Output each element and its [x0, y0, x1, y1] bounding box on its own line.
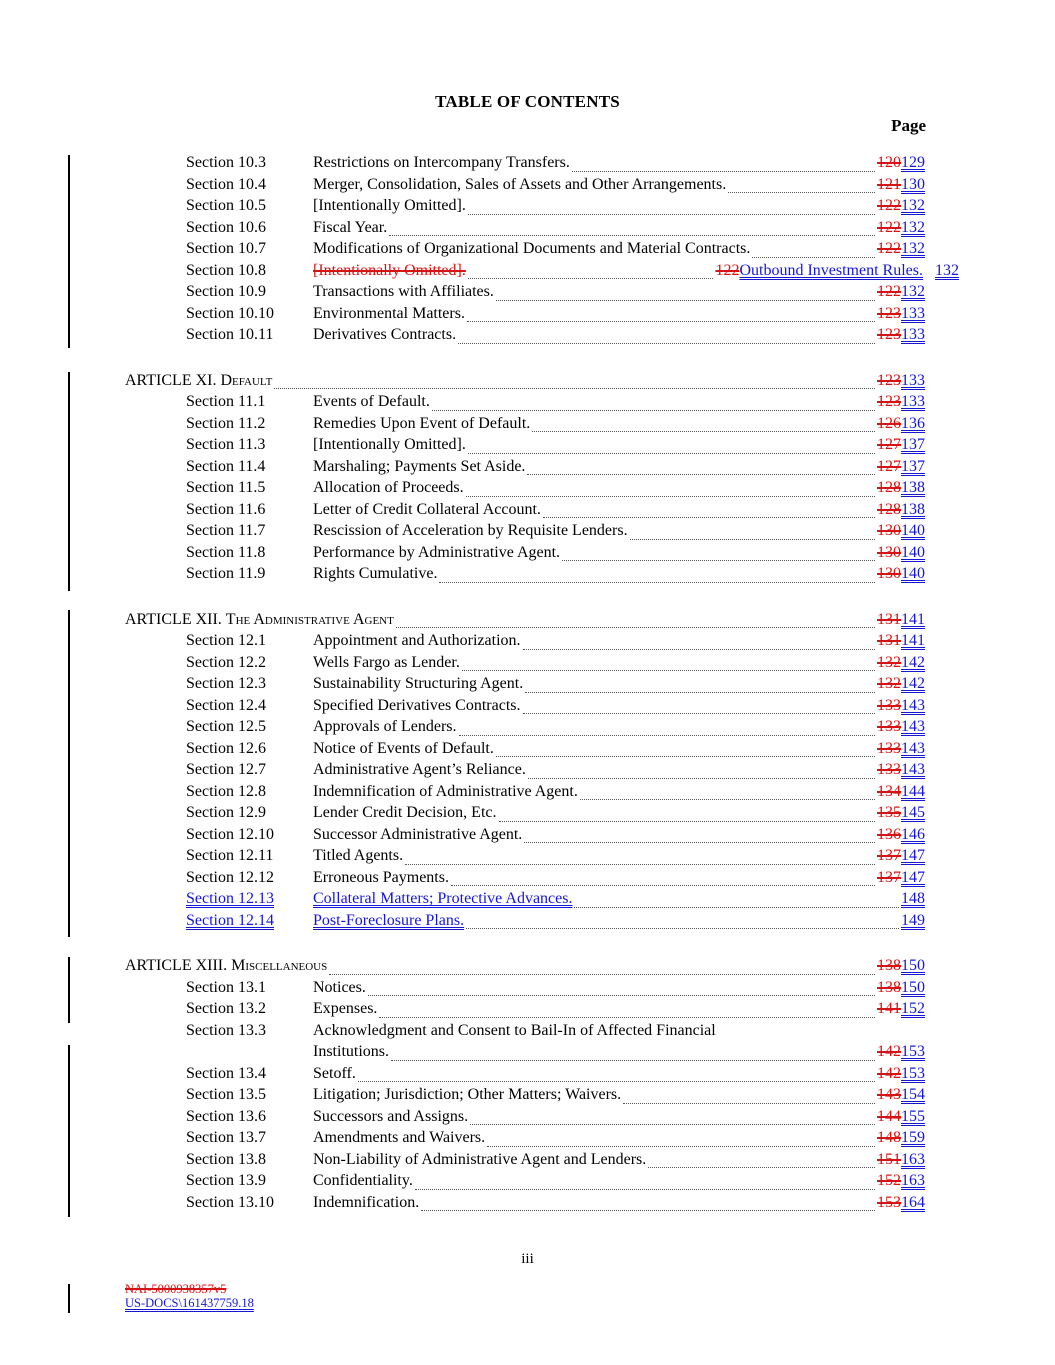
toc-entry	[125, 1151, 925, 1173]
section-label: Section 13.1	[186, 978, 266, 996]
old-page-number: 132	[877, 675, 901, 692]
new-page-number: 137	[901, 436, 925, 453]
dot-leader	[396, 627, 875, 628]
new-page-number: 132	[901, 197, 925, 214]
dot-leader	[468, 453, 875, 454]
old-page-number: 138	[877, 978, 901, 996]
entry-title: [Intentionally Omitted].	[313, 197, 466, 214]
toc-entry	[125, 697, 925, 719]
toc-entry	[125, 154, 925, 176]
section-label: Section 11.9	[186, 565, 266, 582]
section-label: Section 13.3	[186, 1021, 266, 1039]
entry-title: Fiscal Year.	[313, 218, 388, 236]
toc-entry	[125, 1108, 925, 1130]
article-heading-row	[125, 611, 925, 633]
entry-title: Administrative Agent’s Reliance.	[313, 761, 526, 778]
old-page-number: 128	[877, 479, 901, 496]
new-page-number: 136	[901, 414, 925, 432]
section-label: Section 13.5	[186, 1086, 266, 1103]
toc-entry	[125, 544, 925, 566]
new-page-number: 145	[901, 804, 925, 821]
entry-title: Confidentiality.	[313, 1172, 413, 1189]
old-page-number: 122	[877, 218, 901, 236]
old-page-number: 130	[877, 543, 901, 561]
dot-leader	[432, 410, 875, 411]
dot-leader	[405, 864, 875, 865]
section-label: Section 10.8	[186, 261, 266, 279]
entry-title: Expenses.	[313, 1000, 378, 1017]
dot-leader	[462, 670, 875, 671]
toc-entry	[125, 522, 925, 544]
entry-title: Rights Cumulative.	[313, 565, 438, 582]
article-heading-row	[125, 372, 925, 394]
section-label: Section 10.4	[186, 175, 266, 193]
new-page-number: 143	[901, 696, 925, 714]
article-heading	[125, 957, 327, 975]
old-page-number: 152	[877, 1172, 901, 1189]
toc-entry	[125, 761, 925, 783]
old-page-number: 134	[877, 782, 901, 800]
toc-entry	[125, 415, 925, 437]
entry-title: Amendments and Waivers.	[313, 1129, 486, 1146]
dot-leader	[368, 995, 875, 996]
deleted-doc-id: NAI-5000938357v5	[125, 1282, 227, 1296]
dot-leader	[523, 713, 876, 714]
old-page-number: 122	[877, 283, 901, 300]
toc-entry	[125, 783, 925, 805]
new-page-number: 142	[901, 675, 925, 692]
old-page-number: 120	[877, 154, 901, 171]
new-page-number: 142	[901, 653, 925, 671]
entry-title: Remedies Upon Event of Default.	[313, 414, 531, 432]
dot-leader	[728, 192, 875, 193]
dot-leader	[527, 474, 875, 475]
toc-entry	[125, 1065, 925, 1087]
dot-leader	[466, 496, 875, 497]
section-label: Section 12.4	[186, 696, 266, 714]
entry-title: Lender Credit Decision, Etc.	[313, 804, 497, 821]
dot-leader	[580, 799, 875, 800]
dot-leader	[439, 582, 875, 583]
new-page-number: 132	[901, 218, 925, 236]
dot-leader	[528, 778, 875, 779]
dot-leader	[470, 1124, 875, 1125]
section-label: Section 11.7	[186, 522, 266, 539]
new-page-number: 140	[901, 522, 925, 539]
section-label: Section 10.6	[186, 218, 266, 236]
new-page-number: 154	[901, 1086, 925, 1103]
entry-title: Indemnification.	[313, 1193, 420, 1211]
old-page-number: 136	[877, 825, 901, 843]
section-label: Section 12.7	[186, 761, 266, 778]
change-bar	[68, 957, 70, 1023]
inserted-doc-id: US-DOCS\161437759.18	[125, 1295, 254, 1310]
section-label: Section 11.1	[186, 393, 266, 410]
old-page-number: 133	[877, 761, 901, 778]
entry-title: [Intentionally Omitted].	[313, 436, 466, 453]
section-label: Section 12.5	[186, 718, 266, 735]
old-page-number: 132	[877, 653, 901, 671]
new-page-number: 132	[901, 240, 925, 257]
dot-leader	[391, 1060, 875, 1061]
toc-entry	[125, 262, 959, 284]
entry-title: Rescission of Acceleration by Requisite Lenders.	[313, 522, 628, 539]
dot-leader	[648, 1167, 875, 1168]
section-label: Section 10.5	[186, 197, 266, 214]
section-label: Section 12.10	[186, 825, 274, 843]
article-number: ARTICLE XII.	[125, 610, 226, 628]
old-page-number: 133	[877, 739, 901, 757]
new-page-number: 148	[901, 890, 925, 907]
new-page-number: 147	[901, 847, 925, 864]
dot-leader	[487, 1146, 875, 1147]
toc-entry	[125, 283, 925, 305]
change-bar	[68, 610, 70, 937]
entry-title: Modifications of Organizational Documents and Material Contracts.	[313, 240, 751, 257]
entry-title: Approvals of Lenders.	[313, 718, 457, 735]
entry-title: Transactions with Affiliates.	[313, 283, 494, 300]
dot-leader	[466, 928, 899, 929]
toc-entry	[125, 632, 925, 654]
entry-title: Merger, Consolidation, Sales of Assets and Other Arrangements.	[313, 175, 727, 193]
new-page-number: 153	[901, 1064, 925, 1082]
entry-title: Non-Liability of Administrative Agent and Lenders.	[313, 1150, 647, 1168]
toc-entry	[125, 458, 925, 480]
change-bar	[68, 1045, 70, 1217]
toc-entry	[125, 1022, 925, 1044]
new-page-number: 144	[901, 782, 925, 800]
entry-title: Setoff.	[313, 1064, 356, 1082]
dot-leader	[274, 388, 875, 389]
toc-entry	[125, 912, 925, 934]
toc-entry	[125, 718, 925, 740]
toc-entry	[125, 479, 925, 501]
new-page-number: 132	[935, 261, 959, 279]
article-name: The Administrative Agent	[225, 610, 394, 628]
old-page-number: 142	[877, 1043, 901, 1060]
old-page-number: 142	[877, 1064, 901, 1082]
toc-entry	[125, 869, 925, 891]
new-page-number: 137	[901, 457, 925, 475]
change-bar	[68, 155, 70, 348]
entry-title: Litigation; Jurisdiction; Other Matters; Waivers.	[313, 1086, 622, 1103]
old-page-number: 123	[877, 371, 901, 389]
dot-leader	[532, 431, 875, 432]
old-page-number: 144	[877, 1107, 901, 1125]
toc-entry	[125, 804, 925, 826]
toc-entries	[125, 154, 959, 1215]
new-page-number: 159	[901, 1129, 925, 1146]
toc-entry	[125, 219, 925, 241]
section-label: Section 13.6	[186, 1107, 266, 1125]
entry-title: Notice of Events of Default.	[313, 739, 494, 757]
page-column-header: Page	[891, 116, 926, 135]
entry-title: Marshaling; Payments Set Aside.	[313, 457, 526, 475]
toc-entry	[125, 1086, 925, 1108]
new-page-number: 140	[901, 565, 925, 582]
dot-leader	[543, 517, 875, 518]
new-page-number: 143	[901, 761, 925, 778]
dot-leader	[421, 1210, 875, 1211]
new-page-number: 141	[901, 610, 925, 628]
old-page-number: 137	[877, 847, 901, 864]
section-label: Section 10.3	[186, 154, 266, 171]
new-page-number: 143	[901, 718, 925, 735]
entry-title: Performance by Administrative Agent.	[313, 543, 561, 561]
new-page-number: 138	[901, 500, 925, 518]
section-label: Section 12.9	[186, 804, 266, 821]
old-page-number: 131	[877, 632, 901, 649]
old-page-number: 123	[877, 304, 901, 322]
toc-entry	[125, 305, 925, 327]
old-page-number: 138	[877, 957, 901, 974]
section-label: Section 12.8	[186, 782, 266, 800]
entry-title: Post-Foreclosure Plans.	[313, 911, 465, 929]
entry-title: Institutions.	[313, 1043, 390, 1060]
old-page-number: 123	[877, 326, 901, 343]
section-label: Section 12.2	[186, 653, 266, 671]
new-page-number: 155	[901, 1107, 925, 1125]
change-bar	[68, 1284, 70, 1313]
toc-entry	[125, 847, 925, 869]
article-heading	[125, 611, 394, 629]
article-number: ARTICLE XIII.	[125, 957, 232, 974]
old-page-number: 122	[715, 261, 740, 279]
group-spacer	[125, 348, 925, 372]
old-page-number: 148	[877, 1129, 901, 1146]
dot-leader	[752, 257, 875, 258]
page-number: iii	[521, 1251, 534, 1267]
toc-entry	[125, 890, 925, 912]
new-page-number: 133	[901, 304, 925, 322]
toc-entry	[125, 654, 925, 676]
section-label: Section 10.7	[186, 240, 266, 257]
old-page-number: 133	[877, 696, 901, 714]
dot-leader	[562, 560, 875, 561]
article-number: ARTICLE XI.	[125, 371, 221, 389]
new-page-number: 152	[901, 1000, 925, 1017]
toc-entry	[125, 501, 925, 523]
toc-entry	[125, 176, 925, 198]
old-page-number: 143	[877, 1086, 901, 1103]
entry-title: Erroneous Payments.	[313, 868, 449, 886]
group-spacer	[125, 933, 925, 957]
section-label: Section 12.14	[186, 911, 274, 929]
section-label: Section 12.1	[186, 632, 266, 649]
toc-entry	[125, 979, 925, 1001]
dot-leader	[468, 214, 875, 215]
section-label: Section 12.3	[186, 675, 266, 692]
article-heading	[125, 372, 272, 390]
old-page-number: 135	[877, 804, 901, 821]
article-name: Default	[220, 371, 273, 389]
entry-title: Appointment and Authorization.	[313, 632, 521, 649]
new-page-number: 132	[901, 283, 925, 300]
dot-leader	[459, 735, 875, 736]
article-name: Miscellaneous	[231, 957, 328, 974]
section-label: Section 11.8	[186, 543, 266, 561]
dot-leader	[379, 1017, 875, 1018]
article-heading-row	[125, 957, 925, 979]
entry-title: Events of Default.	[313, 393, 430, 410]
dot-leader	[630, 539, 875, 540]
entry-title: Indemnification of Administrative Agent.	[313, 782, 578, 800]
entry-title: Derivatives Contracts.	[313, 326, 457, 343]
toc-entry	[125, 675, 925, 697]
toc-entry	[125, 1129, 925, 1151]
toc-entry	[125, 826, 925, 848]
new-page-number: 138	[901, 479, 925, 496]
change-bar	[68, 372, 70, 591]
new-page-number: 143	[901, 739, 925, 757]
dot-leader	[329, 974, 875, 975]
dot-leader	[623, 1103, 875, 1104]
new-page-number: 141	[901, 632, 925, 649]
dot-leader	[467, 321, 875, 322]
old-page-number: 141	[877, 1000, 901, 1017]
new-page-number: 147	[901, 868, 925, 886]
new-page-number: 130	[901, 175, 925, 193]
new-page-number: 140	[901, 543, 925, 561]
toc-entry-continuation	[125, 1043, 925, 1065]
dot-leader	[451, 885, 875, 886]
section-label: Section 12.11	[186, 847, 274, 864]
entry-title: Acknowledgment and Consent to Bail-In of Affected Financial	[313, 1021, 716, 1039]
toc-entry	[125, 1194, 925, 1216]
old-page-number: 123	[877, 393, 901, 410]
entry-title: Restrictions on Intercompany Transfers.	[313, 154, 570, 171]
new-page-number: 146	[901, 825, 925, 843]
entry-title: Successor Administrative Agent.	[313, 825, 523, 843]
dot-leader	[415, 1189, 875, 1190]
old-page-number: 126	[877, 414, 901, 432]
new-page-number: 163	[901, 1150, 925, 1168]
new-page-number: 150	[901, 978, 925, 996]
section-label: Section 13.2	[186, 1000, 266, 1017]
document-ids	[125, 1283, 254, 1310]
dot-leader	[572, 171, 875, 172]
section-label: Section 11.4	[186, 457, 266, 475]
old-page-number: 121	[877, 175, 901, 193]
toc-entry	[125, 740, 925, 762]
dot-leader	[496, 756, 875, 757]
new-page-number: 133	[901, 393, 925, 410]
entry-title: Collateral Matters; Protective Advances.	[313, 890, 573, 907]
section-label: Section 10.10	[186, 304, 274, 322]
old-page-number: 122	[877, 197, 901, 214]
toc-entry	[125, 436, 925, 458]
dot-leader	[525, 692, 875, 693]
toc-entry	[125, 1000, 925, 1022]
toc-entry	[125, 326, 925, 348]
old-page-number: 128	[877, 500, 901, 518]
toc-entry	[125, 240, 925, 262]
entry-title: Environmental Matters.	[313, 304, 465, 322]
old-page-number: 137	[877, 868, 901, 886]
new-page-number: 133	[901, 371, 925, 389]
new-page-number: 129	[901, 154, 925, 171]
old-page-number: 122	[877, 240, 901, 257]
dot-leader	[523, 649, 875, 650]
section-label: Section 13.4	[186, 1064, 266, 1082]
section-label: Section 11.5	[186, 479, 266, 496]
section-label: Section 10.9	[186, 283, 266, 300]
section-label: Section 12.6	[186, 739, 266, 757]
old-page-number: 130	[877, 522, 901, 539]
section-label: Section 13.9	[186, 1172, 266, 1189]
entry-title: Titled Agents.	[313, 847, 404, 864]
section-label: Section 11.3	[186, 436, 266, 453]
old-page-number: 153	[877, 1193, 901, 1211]
section-label: Section 10.11	[186, 326, 274, 343]
toc-entry	[125, 197, 925, 219]
old-page-number: 151	[877, 1150, 901, 1168]
page-title: TABLE OF CONTENTS	[435, 92, 620, 111]
dot-leader	[574, 907, 899, 908]
section-label: Section 11.2	[186, 414, 266, 432]
entry-title: Wells Fargo as Lender.	[313, 653, 460, 671]
old-page-number: 130	[877, 565, 901, 582]
entry-title: Specified Derivatives Contracts.	[313, 696, 521, 714]
section-label: Section 12.13	[186, 890, 274, 907]
entry-title: Allocation of Proceeds.	[313, 479, 464, 496]
old-page-number: 127	[877, 457, 901, 475]
new-page-number: 149	[901, 911, 925, 929]
entry-title: Successors and Assigns.	[313, 1107, 469, 1125]
dot-leader	[468, 278, 714, 279]
dot-leader	[499, 821, 876, 822]
section-label: Section 12.12	[186, 868, 274, 886]
old-page-number: 131	[877, 610, 901, 628]
new-page-number: 153	[901, 1043, 925, 1060]
old-page-number: 127	[877, 436, 901, 453]
entry-title: Notices.	[313, 978, 366, 996]
old-page-number: 133	[877, 718, 901, 735]
entry-title: Letter of Credit Collateral Account.	[313, 500, 541, 518]
new-page-number: 164	[901, 1193, 925, 1211]
toc-entry	[125, 565, 925, 587]
deleted-entry-title: [Intentionally Omitted].	[313, 261, 466, 279]
dot-leader	[458, 343, 875, 344]
entry-title: Sustainability Structuring Agent.	[313, 675, 524, 692]
dot-leader	[524, 842, 875, 843]
new-page-number: 133	[901, 326, 925, 343]
group-spacer	[125, 587, 925, 611]
section-label: Section 13.10	[186, 1193, 274, 1211]
dot-leader	[389, 235, 875, 236]
dot-leader	[496, 300, 875, 301]
toc-entry	[125, 1172, 925, 1194]
inserted-entry-title: Outbound Investment Rules.	[739, 261, 923, 279]
new-page-number: 163	[901, 1172, 925, 1189]
section-label: Section 13.7	[186, 1129, 266, 1146]
new-page-number: 150	[901, 957, 925, 974]
section-label: Section 11.6	[186, 500, 266, 518]
toc-entry	[125, 393, 925, 415]
dot-leader	[358, 1081, 875, 1082]
section-label: Section 13.8	[186, 1150, 266, 1168]
